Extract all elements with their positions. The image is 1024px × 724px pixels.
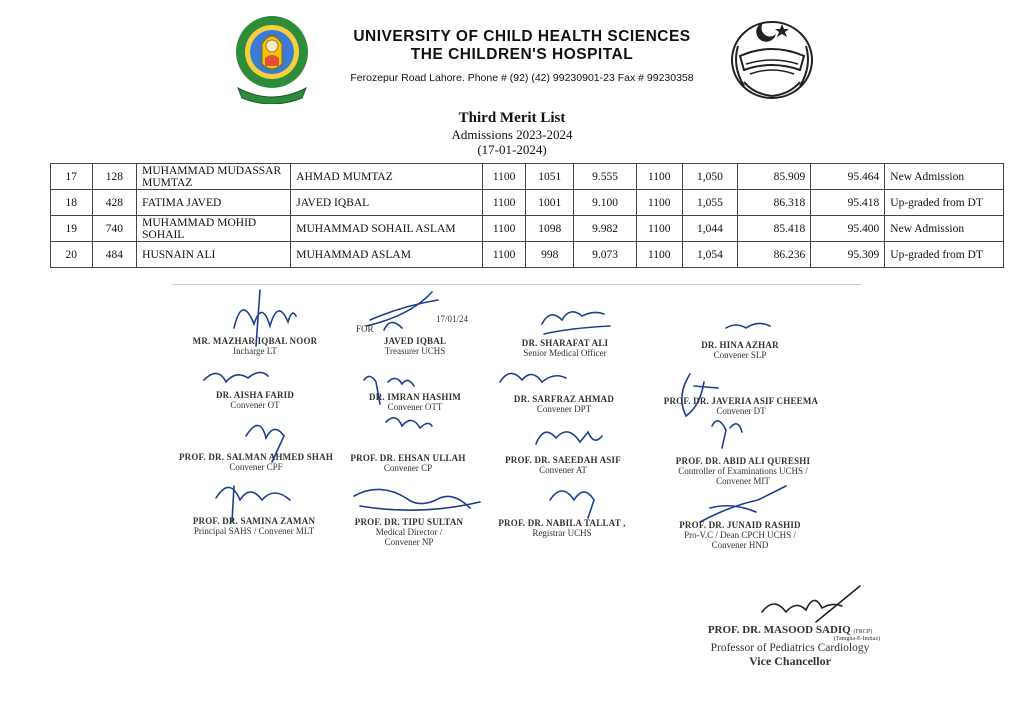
father-name-cell: JAVED IQBAL [291, 190, 483, 216]
vc-name: PROF. DR. MASOOD SADIQ [707, 624, 851, 636]
aggregate-cell: 95.400 [811, 216, 885, 242]
candidate-name-cell: MUHAMMAD MUDASSAR MUMTAZ [137, 164, 291, 190]
hospital-name: THE CHILDREN'S HOSPITAL [410, 46, 634, 63]
signatory-block [500, 338, 630, 358]
signatory-block [494, 394, 634, 414]
signatory-designation: Convener OT [230, 400, 280, 410]
weighted-marks-2-cell: 85.418 [738, 216, 811, 242]
table-row [51, 164, 1004, 190]
obtained-marks-2-cell: 1,050 [682, 164, 738, 190]
signatory-block [180, 336, 330, 356]
total-marks-cell: 1100 [482, 242, 526, 268]
signatory-designation: Convener SLP [713, 350, 767, 360]
weighted-marks-cell: 9.073 [574, 242, 637, 268]
roll-cell: 484 [92, 242, 137, 268]
status-cell: New Admission [885, 216, 1004, 242]
signatory-name: PROF. DR. JAVERIA ASIF CHEEMA [663, 396, 819, 406]
scan-divider [172, 284, 862, 285]
signatory-name: PROF. DR. SALMAN AHMED SHAH [178, 452, 334, 462]
signatory-block [195, 390, 315, 410]
total-marks-2-cell: 1100 [636, 190, 682, 216]
signatory-designation: Convener AT [539, 465, 587, 475]
list-date: (17-01-2024) [477, 142, 547, 157]
signatory-designation: Convener OTT [387, 402, 443, 412]
father-name-cell: MUHAMMAD ASLAM [291, 242, 483, 268]
signatory-block [346, 517, 472, 547]
signatory-block [498, 455, 628, 475]
father-name-cell: MUHAMMAD SOHAIL ASLAM [291, 216, 483, 242]
address-line: Ferozepur Road Lahore. Phone # (92) (42) 99230901-23 Fax # 99230358 [350, 72, 694, 84]
signatory-name: JAVED IQBAL [383, 336, 447, 346]
merit-table [50, 163, 1004, 268]
signatory-name: PROF. DR. TIPU SULTAN [354, 517, 464, 527]
vice-chancellor-block [690, 624, 890, 669]
signatory-block [664, 456, 822, 486]
roll-cell: 740 [92, 216, 137, 242]
session-title: Admissions 2023-2024 [451, 127, 573, 142]
letterhead [322, 28, 722, 84]
signatory-block [670, 520, 810, 550]
obtained-marks-2-cell: 1,055 [682, 190, 738, 216]
obtained-marks-2-cell: 1,054 [682, 242, 738, 268]
signatory-designation: Treasurer UCHS [384, 346, 446, 356]
signatory-designation: Pro-V.C / Dean CPCH UCHS / [684, 530, 796, 540]
weighted-marks-2-cell: 85.909 [738, 164, 811, 190]
signatory-name: PROF. DR. SAMINA ZAMAN [192, 516, 316, 526]
signatory-designation: Convener DT [716, 406, 766, 416]
signatory-name: PROF. DR. JUNAID RASHID [679, 520, 801, 530]
aggregate-cell: 95.309 [811, 242, 885, 268]
serial-cell: 17 [51, 164, 93, 190]
signatory-name: DR. HINA AZHAR [701, 340, 779, 350]
vc-role: Vice Chancellor [749, 654, 831, 668]
signatory-block [350, 314, 480, 356]
signatory-designation: Registrar UCHS [532, 528, 592, 538]
signatory-designation: Senior Medical Officer [523, 348, 607, 358]
aggregate-cell: 95.418 [811, 190, 885, 216]
total-marks-cell: 1100 [482, 190, 526, 216]
signatory-name: PROF. DR. ABID ALI QURESHI [675, 456, 811, 466]
signatory-designation-2: Convener NP [384, 537, 434, 547]
status-cell: Up-graded from DT [885, 190, 1004, 216]
father-name-cell: AHMAD MUMTAZ [291, 164, 483, 190]
signatory-block [186, 516, 322, 536]
list-titles [0, 109, 1024, 157]
weighted-marks-cell: 9.982 [574, 216, 637, 242]
vc-designation: Professor of Pediatrics Cardiology [710, 642, 870, 654]
obtained-marks-cell: 1051 [526, 164, 574, 190]
obtained-marks-cell: 1001 [526, 190, 574, 216]
uchs-crest-logo [232, 14, 312, 104]
signatory-designation: Medical Director / [375, 527, 443, 537]
roll-cell: 128 [92, 164, 137, 190]
signatory-designation-2: Convener MIT [716, 476, 770, 486]
signatory-block [348, 453, 468, 473]
vc-name-line [690, 624, 890, 636]
total-marks-2-cell: 1100 [636, 164, 682, 190]
obtained-marks-cell: 1098 [526, 216, 574, 242]
obtained-marks-cell: 998 [526, 242, 574, 268]
signatory-designation: Convener DPT [536, 404, 592, 414]
table-row [51, 242, 1004, 268]
signatory-designation-2: Convener HND [711, 540, 769, 550]
signature-date: 17/01/24 [436, 314, 469, 324]
university-name: UNIVERSITY OF CHILD HEALTH SCIENCES [353, 28, 691, 45]
signatory-name: PROF. DR. NABILA TALLAT , [498, 518, 626, 528]
signatory-name: DR. IMRAN HASHIM [369, 392, 461, 402]
roll-cell: 428 [92, 190, 137, 216]
signatory-name: PROF. DR. SAEEDAH ASIF [505, 455, 621, 465]
weighted-marks-2-cell: 86.236 [738, 242, 811, 268]
obtained-marks-2-cell: 1,044 [682, 216, 738, 242]
signatory-name: DR. SARFRAZ AHMAD [513, 394, 615, 404]
signatory-block [660, 396, 822, 416]
total-marks-cell: 1100 [482, 164, 526, 190]
signatory-designation: Incharge LT [233, 346, 277, 356]
signatory-designation: Controller of Examinations UCHS / [678, 466, 808, 476]
signatory-designation: Principal SAHS / Convener MLT [193, 526, 315, 536]
serial-cell: 19 [51, 216, 93, 242]
vc-honor: (Tamgha-E-Imtiaz) [833, 636, 880, 642]
weighted-marks-cell: 9.555 [574, 164, 637, 190]
signatory-name: MR. MAZHAR IQBAL NOOR [192, 336, 318, 346]
table-row [51, 190, 1004, 216]
status-cell: New Admission [885, 164, 1004, 190]
signatory-name: DR. AISHA FARID [215, 390, 295, 400]
signatory-block [494, 518, 630, 538]
for-note: FOR [356, 324, 374, 334]
status-cell: Up-graded from DT [885, 242, 1004, 268]
signatory-designation: Convener CPF [229, 462, 283, 472]
signatory-block [670, 340, 810, 360]
serial-cell: 18 [51, 190, 93, 216]
candidate-name-cell: MUHAMMAD MOHID SOHAIL [137, 216, 291, 242]
weighted-marks-cell: 9.100 [574, 190, 637, 216]
signatory-name: PROF. DR. EHSAN ULLAH [350, 453, 466, 463]
signatory-name: DR. SHARAFAT ALI [521, 338, 609, 348]
signatory-block [176, 452, 336, 472]
serial-cell: 20 [51, 242, 93, 268]
total-marks-cell: 1100 [482, 216, 526, 242]
candidate-name-cell: FATIMA JAVED [137, 190, 291, 216]
weighted-marks-2-cell: 86.318 [738, 190, 811, 216]
signatory-block [350, 392, 480, 412]
total-marks-2-cell: 1100 [636, 242, 682, 268]
candidate-name-cell: HUSNAIN ALI [137, 242, 291, 268]
table-row [51, 216, 1004, 242]
list-title: Third Merit List [458, 110, 566, 126]
total-marks-2-cell: 1100 [636, 216, 682, 242]
government-of-punjab-emblem [724, 16, 820, 102]
aggregate-cell: 95.464 [811, 164, 885, 190]
vc-suffix: (FRCP) [853, 629, 873, 635]
signatory-designation: Convener CP [383, 463, 433, 473]
